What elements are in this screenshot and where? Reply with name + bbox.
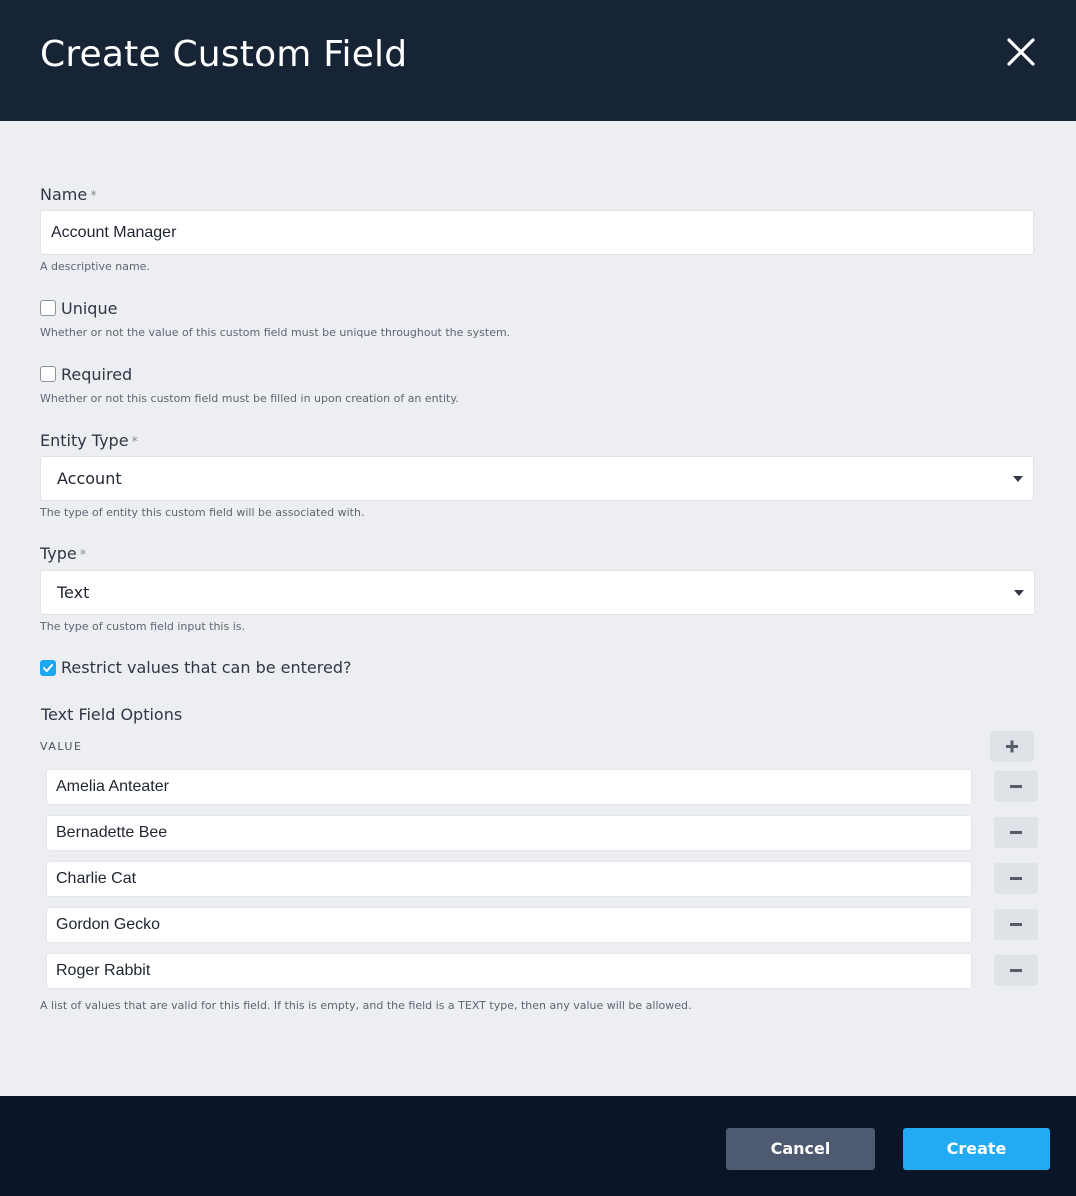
options-title: Text Field Options [41, 705, 183, 724]
dialog-header [0, 0, 1076, 121]
required-label[interactable]: Required [61, 365, 133, 384]
unique-checkbox[interactable] [40, 300, 56, 316]
name-input[interactable]: Account Manager [40, 210, 1034, 255]
add-option-button[interactable] [990, 731, 1034, 762]
chevron-down-icon [1013, 476, 1023, 482]
required-checkbox[interactable] [40, 366, 56, 382]
minus-icon [1010, 969, 1022, 972]
restrict-label[interactable]: Restrict values that can be entered? [61, 658, 352, 677]
options-help: A list of values that are valid for this field. If this is empty, and the field is a TEXT type, then any value will be allowed. [40, 999, 692, 1012]
entity-type-value: Account [57, 469, 122, 488]
entity-type-label: Entity Type * [40, 431, 139, 450]
option-input[interactable]: Amelia Anteater [46, 769, 972, 805]
option-input[interactable]: Charlie Cat [46, 861, 972, 897]
cancel-button[interactable]: Cancel [726, 1128, 875, 1170]
required-mark: * [79, 548, 87, 563]
close-icon [1000, 32, 1042, 74]
chevron-down-icon [1014, 590, 1024, 596]
unique-help: Whether or not the value of this custom field must be unique throughout the system. [40, 326, 511, 339]
dialog-title: Create Custom Field [40, 34, 408, 75]
type-label: Type * [40, 544, 87, 563]
remove-option-button[interactable] [994, 771, 1038, 802]
dialog-body [0, 121, 1076, 1096]
option-input[interactable]: Gordon Gecko [46, 907, 972, 943]
entity-type-help: The type of entity this custom field will be associated with. [40, 506, 365, 519]
remove-option-button[interactable] [994, 955, 1038, 986]
create-button[interactable]: Create [903, 1128, 1050, 1170]
minus-icon [1010, 831, 1022, 834]
type-select[interactable] [40, 570, 1035, 615]
type-value: Text [57, 583, 90, 602]
name-help: A descriptive name. [40, 260, 150, 273]
minus-icon [1010, 785, 1022, 788]
option-input[interactable]: Roger Rabbit [46, 953, 972, 989]
dialog-footer [0, 1096, 1076, 1196]
required-mark: * [131, 435, 139, 450]
name-label: Name * [40, 185, 97, 204]
option-input[interactable]: Bernadette Bee [46, 815, 972, 851]
remove-option-button[interactable] [994, 909, 1038, 940]
entity-type-select[interactable] [40, 456, 1034, 501]
checkmark-icon [42, 662, 54, 674]
required-help: Whether or not this custom field must be filled in upon creation of an entity. [40, 392, 459, 405]
remove-option-button[interactable] [994, 817, 1038, 848]
unique-label[interactable]: Unique [61, 299, 118, 318]
value-column-header: VALUE [40, 740, 83, 753]
required-mark: * [90, 189, 97, 204]
plus-icon [990, 731, 1034, 762]
minus-icon [1010, 923, 1022, 926]
restrict-checkbox[interactable] [40, 660, 56, 676]
minus-icon [1010, 877, 1022, 880]
type-help: The type of custom field input this is. [40, 620, 246, 633]
remove-option-button[interactable] [994, 863, 1038, 894]
close-button[interactable] [1000, 32, 1042, 74]
